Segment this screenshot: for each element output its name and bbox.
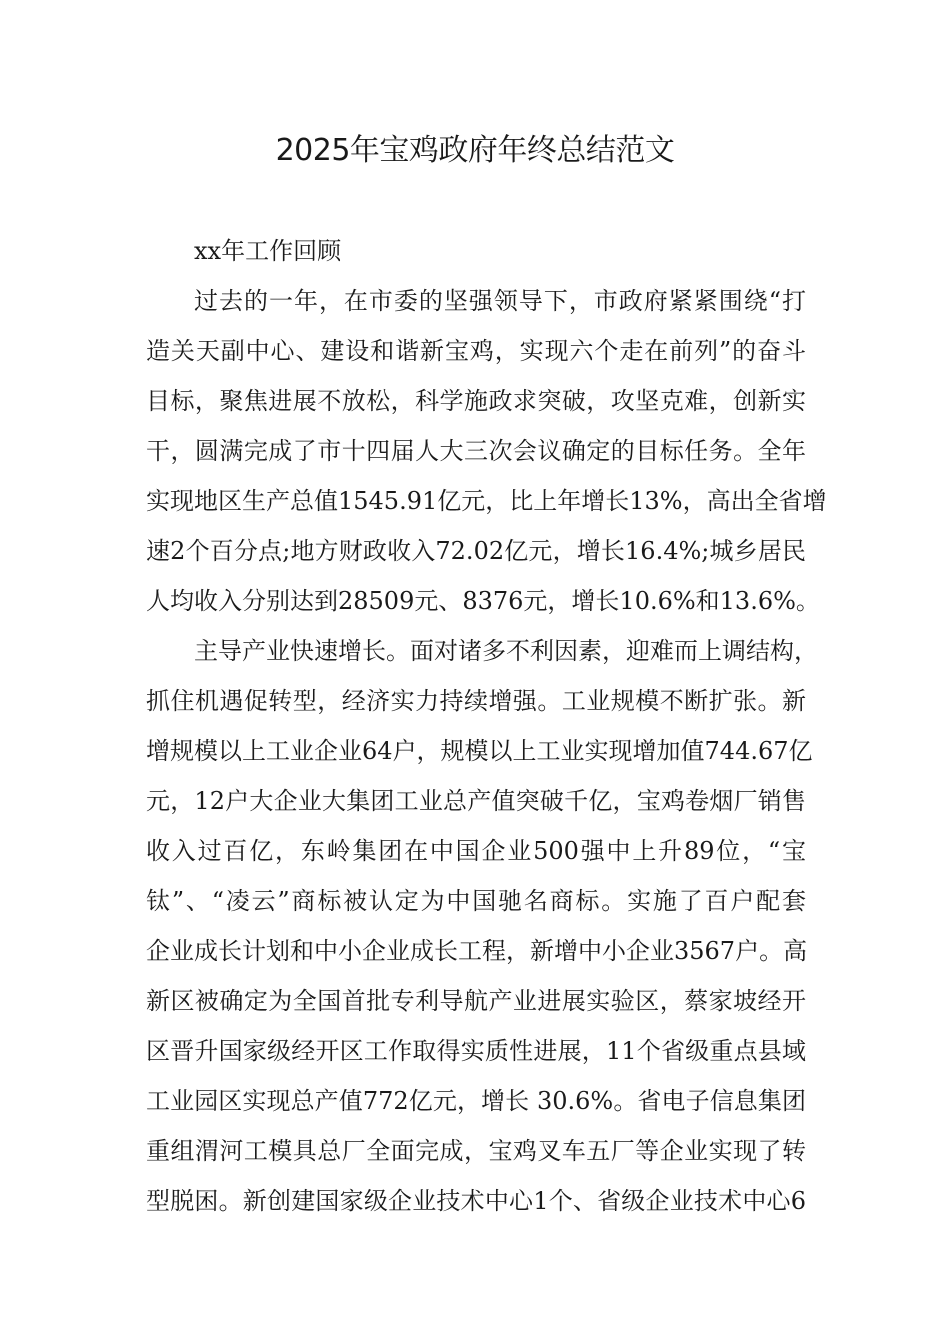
paragraph-industry-growth bbox=[146, 626, 818, 1226]
document-body bbox=[146, 226, 827, 1226]
text-line: 抓住机遇促转型，经济实力持续增强。工业规模不断扩张。新 bbox=[146, 687, 806, 715]
text-line: 速2个百分点;地方财政收入72.02亿元，增长16.4%;城乡居民 bbox=[146, 537, 806, 565]
text-line: 干，圆满完成了市十四届人大三次会议确定的目标任务。全年 bbox=[146, 437, 806, 465]
paragraph-work-review bbox=[146, 276, 827, 626]
text-line: 型脱困。新创建国家级企业技术中心1个、省级企业技术中心6 bbox=[146, 1187, 806, 1215]
text-line: 新区被确定为全国首批专利导航产业进展实验区，蔡家坡经开 bbox=[146, 987, 806, 1015]
text-line: 元，12户大企业大集团工业总产值突破千亿，宝鸡卷烟厂销售 bbox=[146, 787, 806, 815]
text-line: 企业成长计划和中小企业成长工程，新增中小企业3567户。高 bbox=[146, 937, 808, 965]
text-line: 重组渭河工模具总厂全面完成，宝鸡叉车五厂等企业实现了转 bbox=[146, 1137, 806, 1165]
text-line: 造关天副中心、建设和谐新宝鸡，实现六个走在前列”的奋斗 bbox=[146, 337, 806, 365]
section-heading: xx年工作回顾 bbox=[194, 237, 342, 265]
text-line: 主导产业快速增长。面对诸多不利因素，迎难而上调结构， bbox=[194, 637, 818, 665]
text-line: 钛”、“凌云”商标被认定为中国驰名商标。实施了百户配套 bbox=[146, 887, 806, 915]
text-line: 工业园区实现总产值772亿元，增长 30.6%。省电子信息集团 bbox=[146, 1087, 806, 1115]
text-line: 过去的一年，在市委的坚强领导下，市政府紧紧围绕“打 bbox=[194, 287, 806, 315]
text-line: 人均收入分别达到28509元、8376元，增长10.6%和13.6%。 bbox=[146, 587, 820, 615]
text-line: 区晋升国家级经开区工作取得实质性进展，11个省级重点县域 bbox=[146, 1037, 806, 1065]
text-line: 收入过百亿，东岭集团在中国企业500强中上升89位，“宝 bbox=[146, 837, 806, 865]
text-line: 目标，聚焦进展不放松，科学施政求突破，攻坚克难，创新实 bbox=[146, 387, 806, 415]
document-title: 2025年宝鸡政府年终总结范文 bbox=[275, 133, 675, 168]
text-line: 增规模以上工业企业64户，规模以上工业实现增加值744.67亿 bbox=[146, 737, 813, 765]
text-line: 实现地区生产总值1545.91亿元，比上年增长13%，高出全省增 bbox=[146, 487, 827, 515]
